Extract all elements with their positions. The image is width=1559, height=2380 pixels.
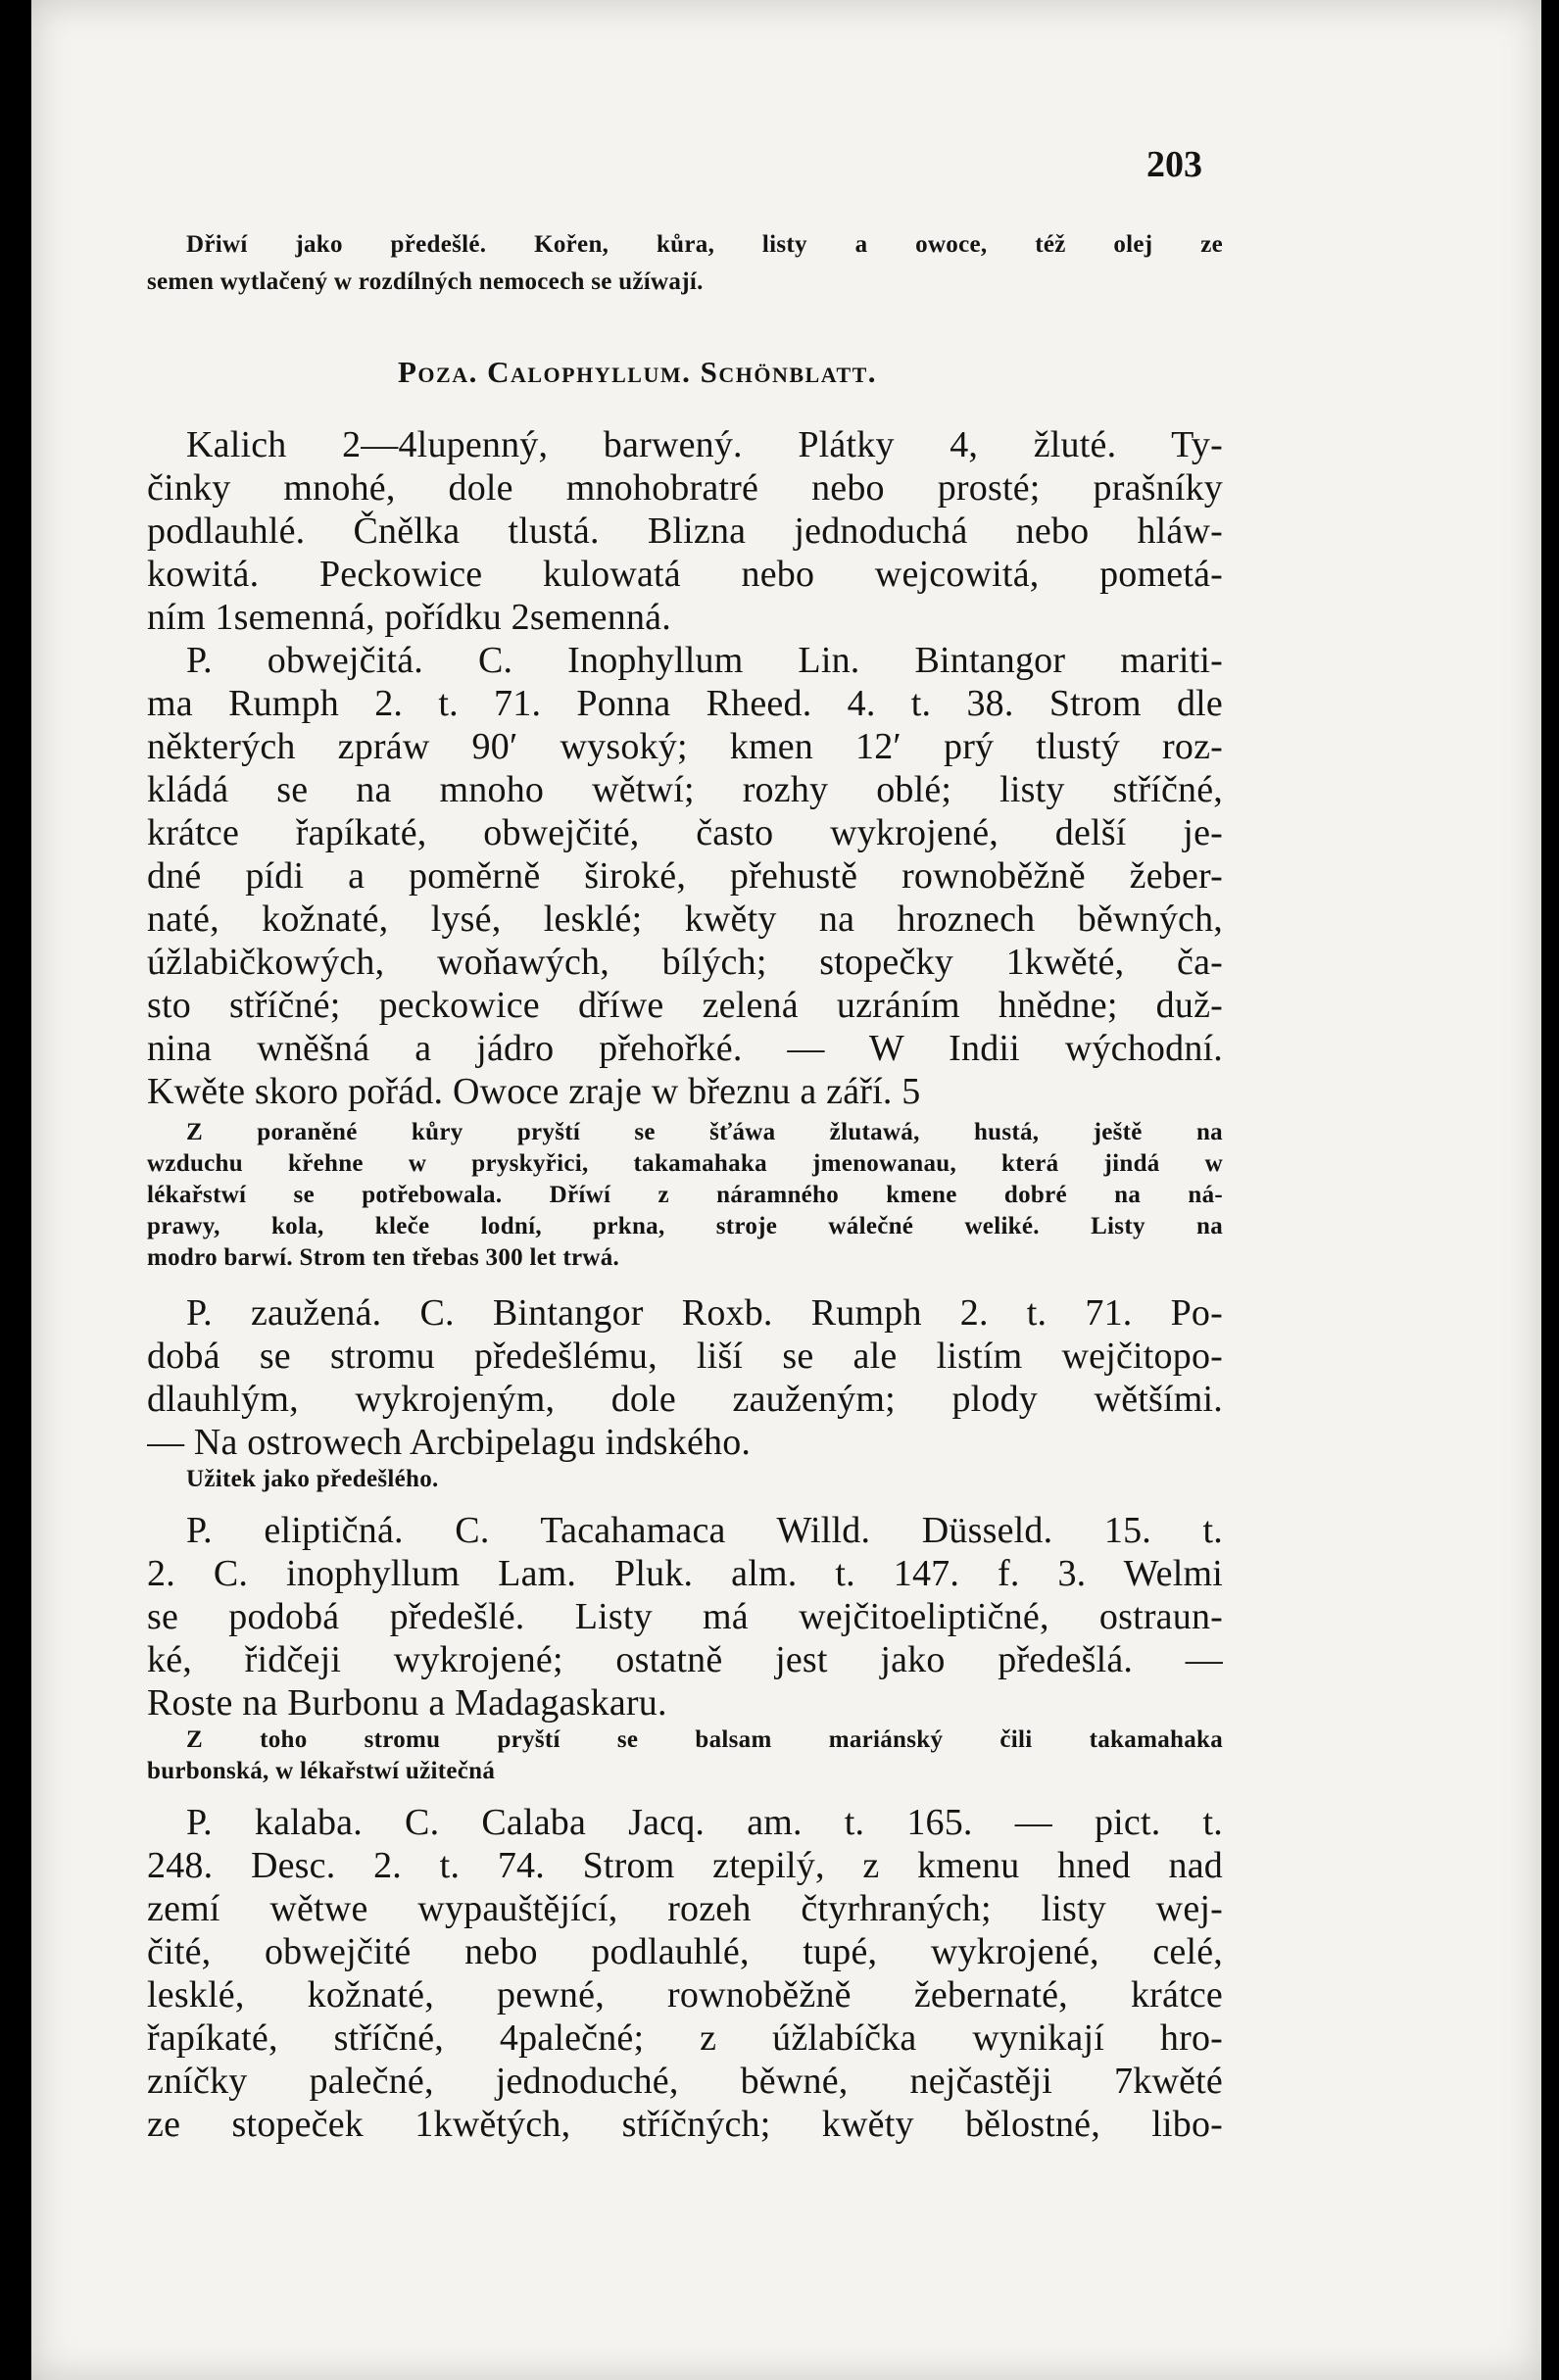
text-line: řapíkaté, stříčné, 4palečné; z úžlabíčka wynikají hro- [147,2017,1223,2059]
text-line: Kwěte skoro pořád. Owoce zraje w březnu a září. 5 [147,1071,921,1112]
text-line: se podobá předešlé. Listy má wejčitoeliptičné, ostraun- [147,1596,1223,1637]
text-line: 2. C. inophyllum Lam. Pluk. alm. t. 147. f. 3. Welmi [147,1553,1223,1594]
text-line: kowitá. Peckowice kulowatá nebo wejcowitá, pometá- [147,554,1223,595]
text-line: P. zaužená. C. Bintangor Roxb. Rumph 2. t. 71. Po- [186,1292,1223,1334]
text-line: ma Rumph 2. t. 71. Ponna Rheed. 4. t. 38. Strom dle [147,683,1223,724]
text-line: lesklé, kožnaté, pewné, rownoběžně žebernaté, krátce [147,1974,1223,2016]
text-line: P. kalaba. C. Calaba Jacq. am. t. 165. — pict. t. [186,1802,1223,1843]
page-number: 203 [1146,144,1202,185]
text-line: Z poraněné kůry pryští se šťáwa žlutawá, hustá, ještě na [186,1119,1223,1145]
text-line: lékařstwí se potřebowala. Dříwí z náramného kmene dobré na ná- [147,1182,1223,1208]
text-line: Poza. Calophyllum. Schönblatt. [398,355,878,389]
text-line: krátce řapíkaté, obwejčité, často wykrojené, delší je- [147,812,1223,853]
text-line: činky mnohé, dole mnohobratré nebo prosté; prašníky [147,467,1223,509]
text-line: ze stopeček 1kwětých, stříčných; kwěty bělostné, libo- [147,2104,1223,2145]
text-line: semen wytlačený w rozdílných nemocech se užíwají. [147,268,704,295]
text-line: 248. Desc. 2. t. 74. Strom ztepilý, z kmenu hned nad [147,1845,1223,1886]
text-line: nina wněšná a jádro přehořké. — W Indii wýchodní. [147,1028,1223,1069]
text-line: P. eliptičná. C. Tacahamaca Willd. Düsseld. 15. t. [186,1510,1223,1551]
text-line: naté, kožnaté, lysé, lesklé; kwěty na hroznech běwných, [147,899,1223,940]
text-line: Z toho stromu pryští se balsam mariánský čili takamahaka [186,1726,1223,1753]
text-line: dobá se stromu předešlému, liší se ale listím wejčitopo- [147,1336,1223,1377]
text-line: modro barwí. Strom ten třebas 300 let trwá. [147,1244,620,1271]
text-line: prawy, kola, kleče lodní, prkna, stroje wálečné weliké. Listy na [147,1213,1223,1239]
text-line: Dřiwí jako předešlé. Kořen, kůra, listy a owoce, též olej ze [186,231,1223,258]
text-line: Roste na Burbonu a Madagaskaru. [147,1682,667,1724]
text-line: zemí wětwe wypauštějící, rozeh čtyrhraných; listy wej- [147,1888,1223,1929]
text-line: některých zpráw 90′ wysoký; kmen 12′ prý tlustý roz- [147,726,1223,767]
text-line: Užitek jako předešlého. [186,1466,439,1492]
text-line: zníčky palečné, jednoduché, běwné, nejčastěji 7kwěté [147,2061,1223,2102]
text-line: burbonská, w lékařstwí užitečná [147,1758,496,1784]
text-line: Kalich 2—4lupenný, barwený. Plátky 4, žluté. Ty- [186,424,1223,465]
text-line: úžlabičkowých, woňawých, bílých; stopečky 1kwěté, ča- [147,942,1223,983]
text-line: ké, řidčeji wykrojené; ostatně jest jako předešlá. — [147,1639,1223,1680]
text-line: ním 1semenná, pořídku 2semenná. [147,597,671,638]
text-line: podlauhlé. Čnělka tlustá. Blizna jednoduchá nebo hláw- [147,510,1223,552]
text-line: dné pídi a poměrně široké, přehustě rownoběžně žeber- [147,855,1223,897]
text-line: kládá se na mnoho wětwí; rozhy oblé; listy stříčné, [147,769,1223,810]
text-line: — Na ostrowech Arcbipelagu indského. [147,1422,752,1463]
text-line: dlauhlým, wykrojeným, dole zauženým; plody wětšími. [147,1379,1223,1420]
book-page [31,0,1541,2380]
text-line: sto stříčné; peckowice dříwe zelená uzráním hnědne; duž- [147,985,1223,1026]
text-line: wzduchu křehne w pryskyřici, takamahaka jmenowanau, která jindá w [147,1150,1223,1177]
text-line: P. obwejčitá. C. Inophyllum Lin. Bintangor mariti- [186,640,1223,681]
text-line: čité, obwejčité nebo podlauhlé, tupé, wykrojené, celé, [147,1931,1223,1972]
